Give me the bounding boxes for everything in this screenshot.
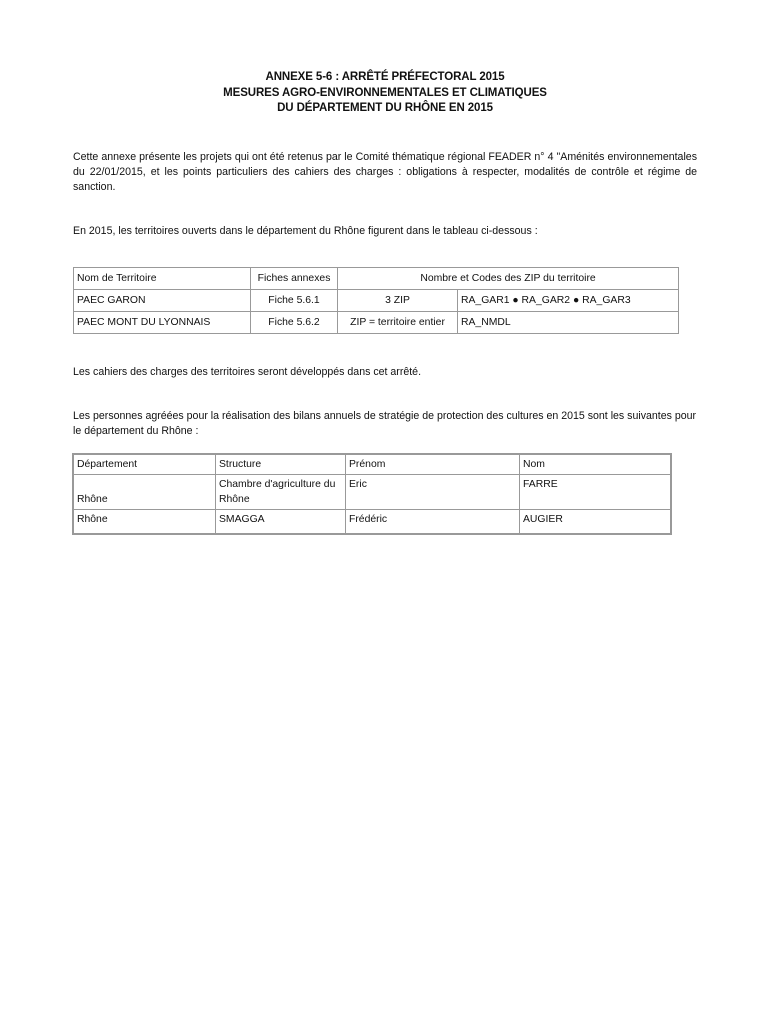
charges-paragraph: Les cahiers des charges des territoires seront développés dans cet arrêté. — [73, 366, 422, 378]
table-header-row — [74, 268, 679, 290]
table-cell: PAEC MONT DU LYONNAIS — [74, 312, 251, 334]
header-cell: Prénom — [346, 454, 520, 475]
table-cell: Fiche 5.6.1 — [251, 290, 338, 312]
title-line-3: DU DÉPARTEMENT DU RHÔNE EN 2015 — [277, 102, 493, 114]
header-cell: Nom — [520, 454, 672, 475]
header-cell: Nombre et Codes des ZIP du territoire — [338, 268, 679, 290]
table-cell: Rhône — [73, 475, 216, 510]
table-row — [74, 312, 679, 334]
header-cell: Fiches annexes — [251, 268, 338, 290]
table-cell: RA_GAR1 ● RA_GAR2 ● RA_GAR3 — [458, 290, 679, 312]
table-cell: PAEC GARON — [74, 290, 251, 312]
intro-paragraph: Cette annexe présente les projets qui ont été retenus par le Comité thématique régional FEADER n° 4 "Aménités environnementales du 22/01/2015, et les points particuliers des cahiers des charges : obligations à respecter, modalités de contrôle et régime de sanction. — [73, 151, 697, 193]
table-cell: Frédéric — [346, 510, 520, 535]
table-header-row — [73, 454, 671, 475]
table-cell: 3 ZIP — [338, 290, 458, 312]
territory-table — [73, 267, 679, 334]
table-cell: SMAGGA — [216, 510, 346, 535]
table-cell: AUGIER — [520, 510, 672, 535]
table-row — [74, 290, 679, 312]
header-cell: Structure — [216, 454, 346, 475]
table-cell: Rhône — [73, 510, 216, 535]
title-line-2: MESURES AGRO-ENVIRONNEMENTALES ET CLIMATIQUES — [223, 86, 547, 99]
table-cell: Chambre d'agriculture du Rhône — [216, 475, 346, 510]
persons-intro: Les personnes agréées pour la réalisation des bilans annuels de stratégie de protection des cultures en 2015 sont les suivantes pour le département du Rhône : — [73, 410, 697, 437]
territories-intro: En 2015, les territoires ouverts dans le département du Rhône figurent dans le tableau ci-dessous : — [73, 225, 538, 237]
persons-table — [72, 453, 672, 535]
table-cell: RA_NMDL — [458, 312, 679, 334]
table-row — [73, 475, 671, 510]
table-cell: Fiche 5.6.2 — [251, 312, 338, 334]
title-line-1: ANNEXE 5-6 : ARRÊTÉ PRÉFECTORAL 2015 — [265, 71, 505, 83]
table-cell: ZIP = territoire entier — [338, 312, 458, 334]
table-cell: Eric — [346, 475, 520, 510]
table-row — [73, 510, 671, 535]
table-cell: FARRE — [520, 475, 672, 510]
header-cell: Département — [73, 454, 216, 475]
document-title — [0, 70, 770, 117]
header-cell: Nom de Territoire — [74, 268, 251, 290]
